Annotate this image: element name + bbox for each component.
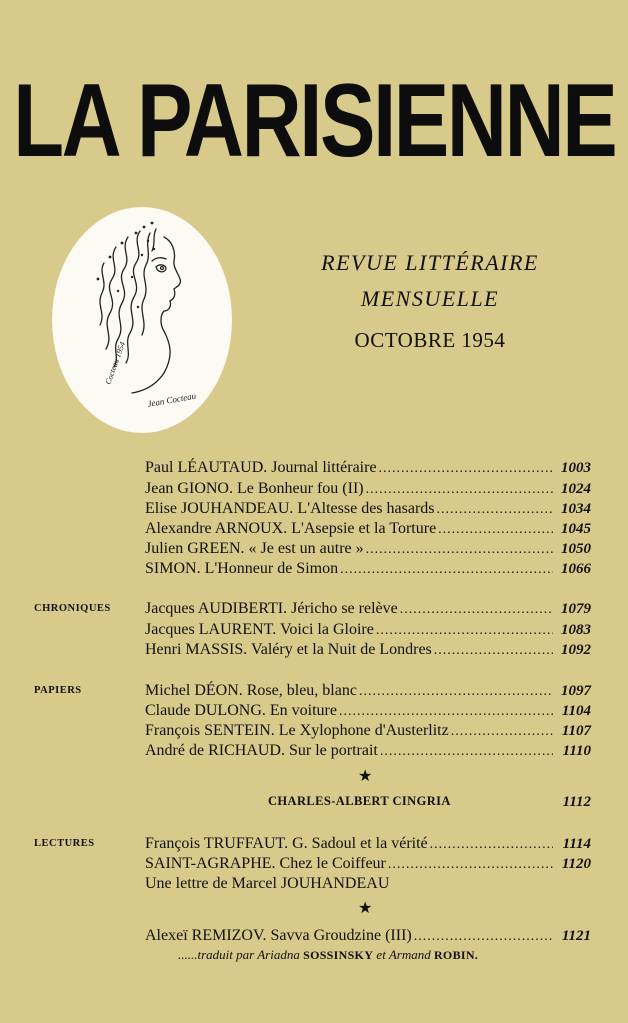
- toc-entry: SIMON. L'Honneur de Simon: [145, 560, 339, 577]
- toc-page: 1107: [561, 723, 591, 739]
- issue-date: OCTOBRE 1954: [354, 328, 506, 352]
- toc-page: 1003: [561, 460, 591, 476]
- toc-row: [145, 721, 591, 741]
- subtitle-line-1: REVUE LITTÉRAIRE: [321, 250, 539, 275]
- toc-row: [145, 499, 591, 519]
- toc-page: 1104: [561, 703, 591, 719]
- translator-middle: et Armand: [373, 947, 434, 962]
- toc-row: [145, 519, 591, 539]
- svg-text:Cocteau 1954: Cocteau 1954: [103, 340, 128, 386]
- toc-row: [145, 599, 591, 619]
- masthead: [0, 56, 628, 186]
- toc-page: 1050: [561, 541, 591, 557]
- subtitle-line-2: MENSUELLE: [360, 286, 500, 311]
- toc-page: 1083: [561, 622, 591, 638]
- star-separator-icon: ★: [358, 768, 373, 785]
- toc-page: 1024: [561, 481, 591, 497]
- toc-entry: Jacques LAURENT. Voici la Gloire: [145, 621, 374, 638]
- toc-entry: Alexandre ARNOUX. L'Asepsie et la Torture: [145, 520, 437, 537]
- toc-entry: Michel DÉON. Rose, bleu, blanc: [145, 682, 357, 699]
- section-label-lectures: LECTURES: [34, 838, 95, 849]
- feature-entry: CHARLES-ALBERT CINGRIA: [268, 794, 451, 808]
- toc-entry: SAINT-AGRAPHE. Chez le Coiffeur: [145, 855, 386, 872]
- toc-page: 1092: [561, 642, 591, 658]
- toc-page: 1097: [561, 683, 591, 699]
- toc-row: [145, 741, 591, 761]
- toc-row: [145, 681, 591, 701]
- toc-entry: François SENTEIN. Le Xylophone d'Austerlitz: [145, 722, 449, 739]
- toc-row: [145, 834, 591, 854]
- translator-credit: [178, 947, 478, 963]
- toc-page: 1110: [562, 743, 591, 759]
- cocteau-portrait-medallion: [52, 207, 232, 433]
- toc-page: 1066: [561, 561, 591, 577]
- profile-drawing-icon: [52, 207, 232, 433]
- toc-page: 1120: [561, 856, 591, 872]
- toc-row: [145, 854, 591, 874]
- masthead-title: LA PARISIENNE: [12, 62, 616, 179]
- toc-page: 1045: [561, 521, 591, 537]
- section-label-chroniques: CHRONIQUES: [34, 603, 111, 614]
- toc-row: [145, 559, 591, 579]
- toc-entry: Julien GREEN. « Je est un autre »: [145, 540, 364, 557]
- translator-prefix: ......traduit par Ariadna: [178, 947, 304, 962]
- toc-page: 1034: [561, 501, 591, 517]
- section-label-papiers: PAPIERS: [34, 685, 82, 696]
- toc-page: 1114: [562, 836, 591, 852]
- svg-text:Jean Cocteau: Jean Cocteau: [146, 390, 197, 409]
- feature-page: 1112: [562, 794, 591, 810]
- translator-name-2: ROBIN.: [433, 948, 479, 962]
- toc-entry: Paul LÉAUTAUD. Journal littéraire: [145, 459, 377, 476]
- toc-entry: André de RICHAUD. Sur le portrait: [145, 742, 378, 759]
- toc-row: [145, 620, 591, 640]
- toc-entry: Elise JOUHANDEAU. L'Altesse des hasards: [145, 500, 435, 517]
- toc-entry: Claude DULONG. En voiture: [145, 702, 337, 719]
- toc-entry: Jean GIONO. Le Bonheur fou (II): [145, 480, 364, 497]
- toc-extra-entry: Une lettre de Marcel JOUHANDEAU: [145, 875, 390, 892]
- toc-entry: Henri MASSIS. Valéry et la Nuit de Londres: [145, 641, 432, 658]
- toc-row: [145, 458, 591, 478]
- toc-row: [145, 640, 591, 660]
- toc-page: 1079: [561, 601, 591, 617]
- toc-entry: François TRUFFAUT. G. Sadoul et la vérité: [145, 835, 428, 852]
- toc-row: [145, 539, 591, 559]
- toc-entry: Jacques AUDIBERTI. Jéricho se relève: [145, 600, 398, 617]
- toc-row: [145, 479, 591, 499]
- toc-row: [145, 926, 591, 946]
- toc-entry: Alexeï REMIZOV. Savva Groudzine (III): [145, 927, 412, 944]
- toc-page: 1121: [561, 928, 591, 944]
- translator-name-1: SOSSINSKY: [303, 948, 374, 962]
- star-separator-icon: ★: [358, 900, 373, 917]
- toc-row: [145, 701, 591, 721]
